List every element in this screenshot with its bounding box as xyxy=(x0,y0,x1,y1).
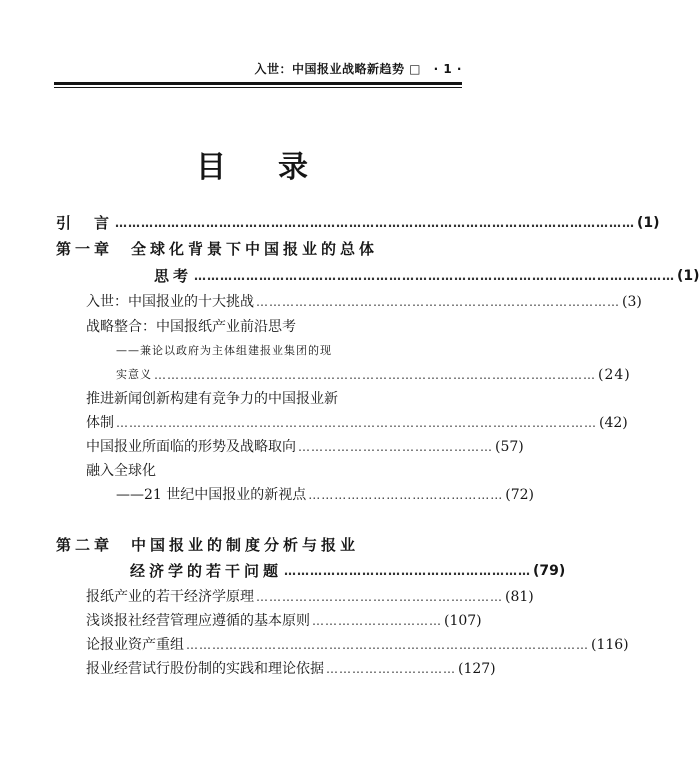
entry-text: 报纸产业的若干经济学原理 xyxy=(86,589,254,605)
chapter2-heading-cont xyxy=(130,560,566,582)
leader-dots: ………………………………………………………………………………………………… xyxy=(116,416,597,430)
chapter1-page: (1) xyxy=(677,268,700,284)
entry-page: (57) xyxy=(495,439,524,455)
leader-dots: ………………………………………………………………………………………………………… xyxy=(115,216,636,230)
toc-entry xyxy=(86,610,482,632)
entry-page: (81) xyxy=(505,589,534,605)
toc-entry xyxy=(86,291,642,313)
running-head xyxy=(254,60,462,77)
chapter1-heading xyxy=(56,238,460,260)
chapter1-title-line2: 思考 xyxy=(154,267,193,285)
entry-text: ——21 世纪中国报业的新视点 xyxy=(116,487,307,503)
entry-text: 实意义 xyxy=(116,368,152,381)
intro-page: (1) xyxy=(637,215,660,231)
chapter2-title-line1: 中国报业的制度分析与报业 xyxy=(131,536,360,554)
chapter1-heading-cont xyxy=(154,265,700,287)
entry-page: (127) xyxy=(458,661,496,677)
entry-text: 报业经营试行股份制的实践和理论依据 xyxy=(86,661,324,677)
toc-entry-subtitle xyxy=(116,484,535,506)
leader-dots: ………………………………………………… xyxy=(256,590,503,604)
entry-text: 中国报业所面临的形势及战略取向 xyxy=(86,439,296,455)
header-rule-thin xyxy=(54,87,462,88)
leader-dots: ………………………………………………………………………………… xyxy=(186,638,589,652)
entry-page: (116) xyxy=(591,637,629,653)
toc-entry-cont xyxy=(86,412,628,434)
toc-title: 目录 xyxy=(196,150,360,185)
header-rule-thick xyxy=(54,82,462,85)
entry-text: 浅谈报社经营管理应遵循的基本原则 xyxy=(86,613,310,629)
leader-dots: ……………………………………… xyxy=(298,440,493,454)
entry-page: (42) xyxy=(599,415,628,431)
chapter1-title-line1: 全球化背景下中国报业的总体 xyxy=(131,240,379,258)
toc-entry xyxy=(86,316,460,338)
leader-dots: ……………………………………… xyxy=(308,488,504,502)
entry-text: 战略整合：中国报纸产业前沿思考 xyxy=(86,319,296,335)
chapter1-label: 第一章 xyxy=(56,240,114,258)
page-number: · 1 · xyxy=(433,62,462,76)
toc-entry-intro xyxy=(56,212,660,234)
entry-text: 入世：中国报业的十大挑战 xyxy=(86,294,254,310)
entry-page: (72) xyxy=(505,487,535,503)
chapter2-label: 第二章 xyxy=(56,536,114,554)
running-head-mark: □ xyxy=(409,62,421,76)
chapter2-title-line2: 经济学的若干问题 xyxy=(130,562,283,580)
entry-text: 融入全球化 xyxy=(86,463,156,479)
leader-dots: ………………………………………………………………………… xyxy=(256,295,620,309)
toc-entry xyxy=(86,634,629,656)
toc-entry xyxy=(86,436,524,458)
toc-entry-subtitle-cont xyxy=(116,364,631,386)
toc-entry xyxy=(86,658,496,680)
entry-page: (107) xyxy=(444,613,482,629)
leader-dots: ………………………… xyxy=(312,614,442,628)
leader-dots: ………………………………………………… xyxy=(284,564,532,578)
toc-entry-subtitle xyxy=(116,340,460,362)
intro-label: 引 言 xyxy=(56,214,114,232)
toc-entry xyxy=(86,586,534,608)
chapter2-page: (79) xyxy=(533,563,566,579)
entry-text: ——兼论以政府为主体组建报业集团的现 xyxy=(116,344,332,357)
leader-dots: ………………………………………………………………………………………………… xyxy=(194,269,676,283)
entry-text: 论报业资产重组 xyxy=(86,637,184,653)
chapter2-heading xyxy=(56,534,460,556)
leader-dots: ………………………… xyxy=(326,662,456,676)
toc-entry xyxy=(86,388,460,410)
running-head-title: 入世：中国报业战略新趋势 xyxy=(254,62,405,76)
leader-dots: ………………………………………………………………………………………… xyxy=(154,368,596,382)
entry-page: (24) xyxy=(598,367,631,383)
entry-text: 体制 xyxy=(86,415,114,431)
toc-entry xyxy=(86,460,460,482)
entry-page: (3) xyxy=(622,294,642,310)
entry-text: 推进新闻创新构建有竞争力的中国报业新 xyxy=(86,391,338,407)
